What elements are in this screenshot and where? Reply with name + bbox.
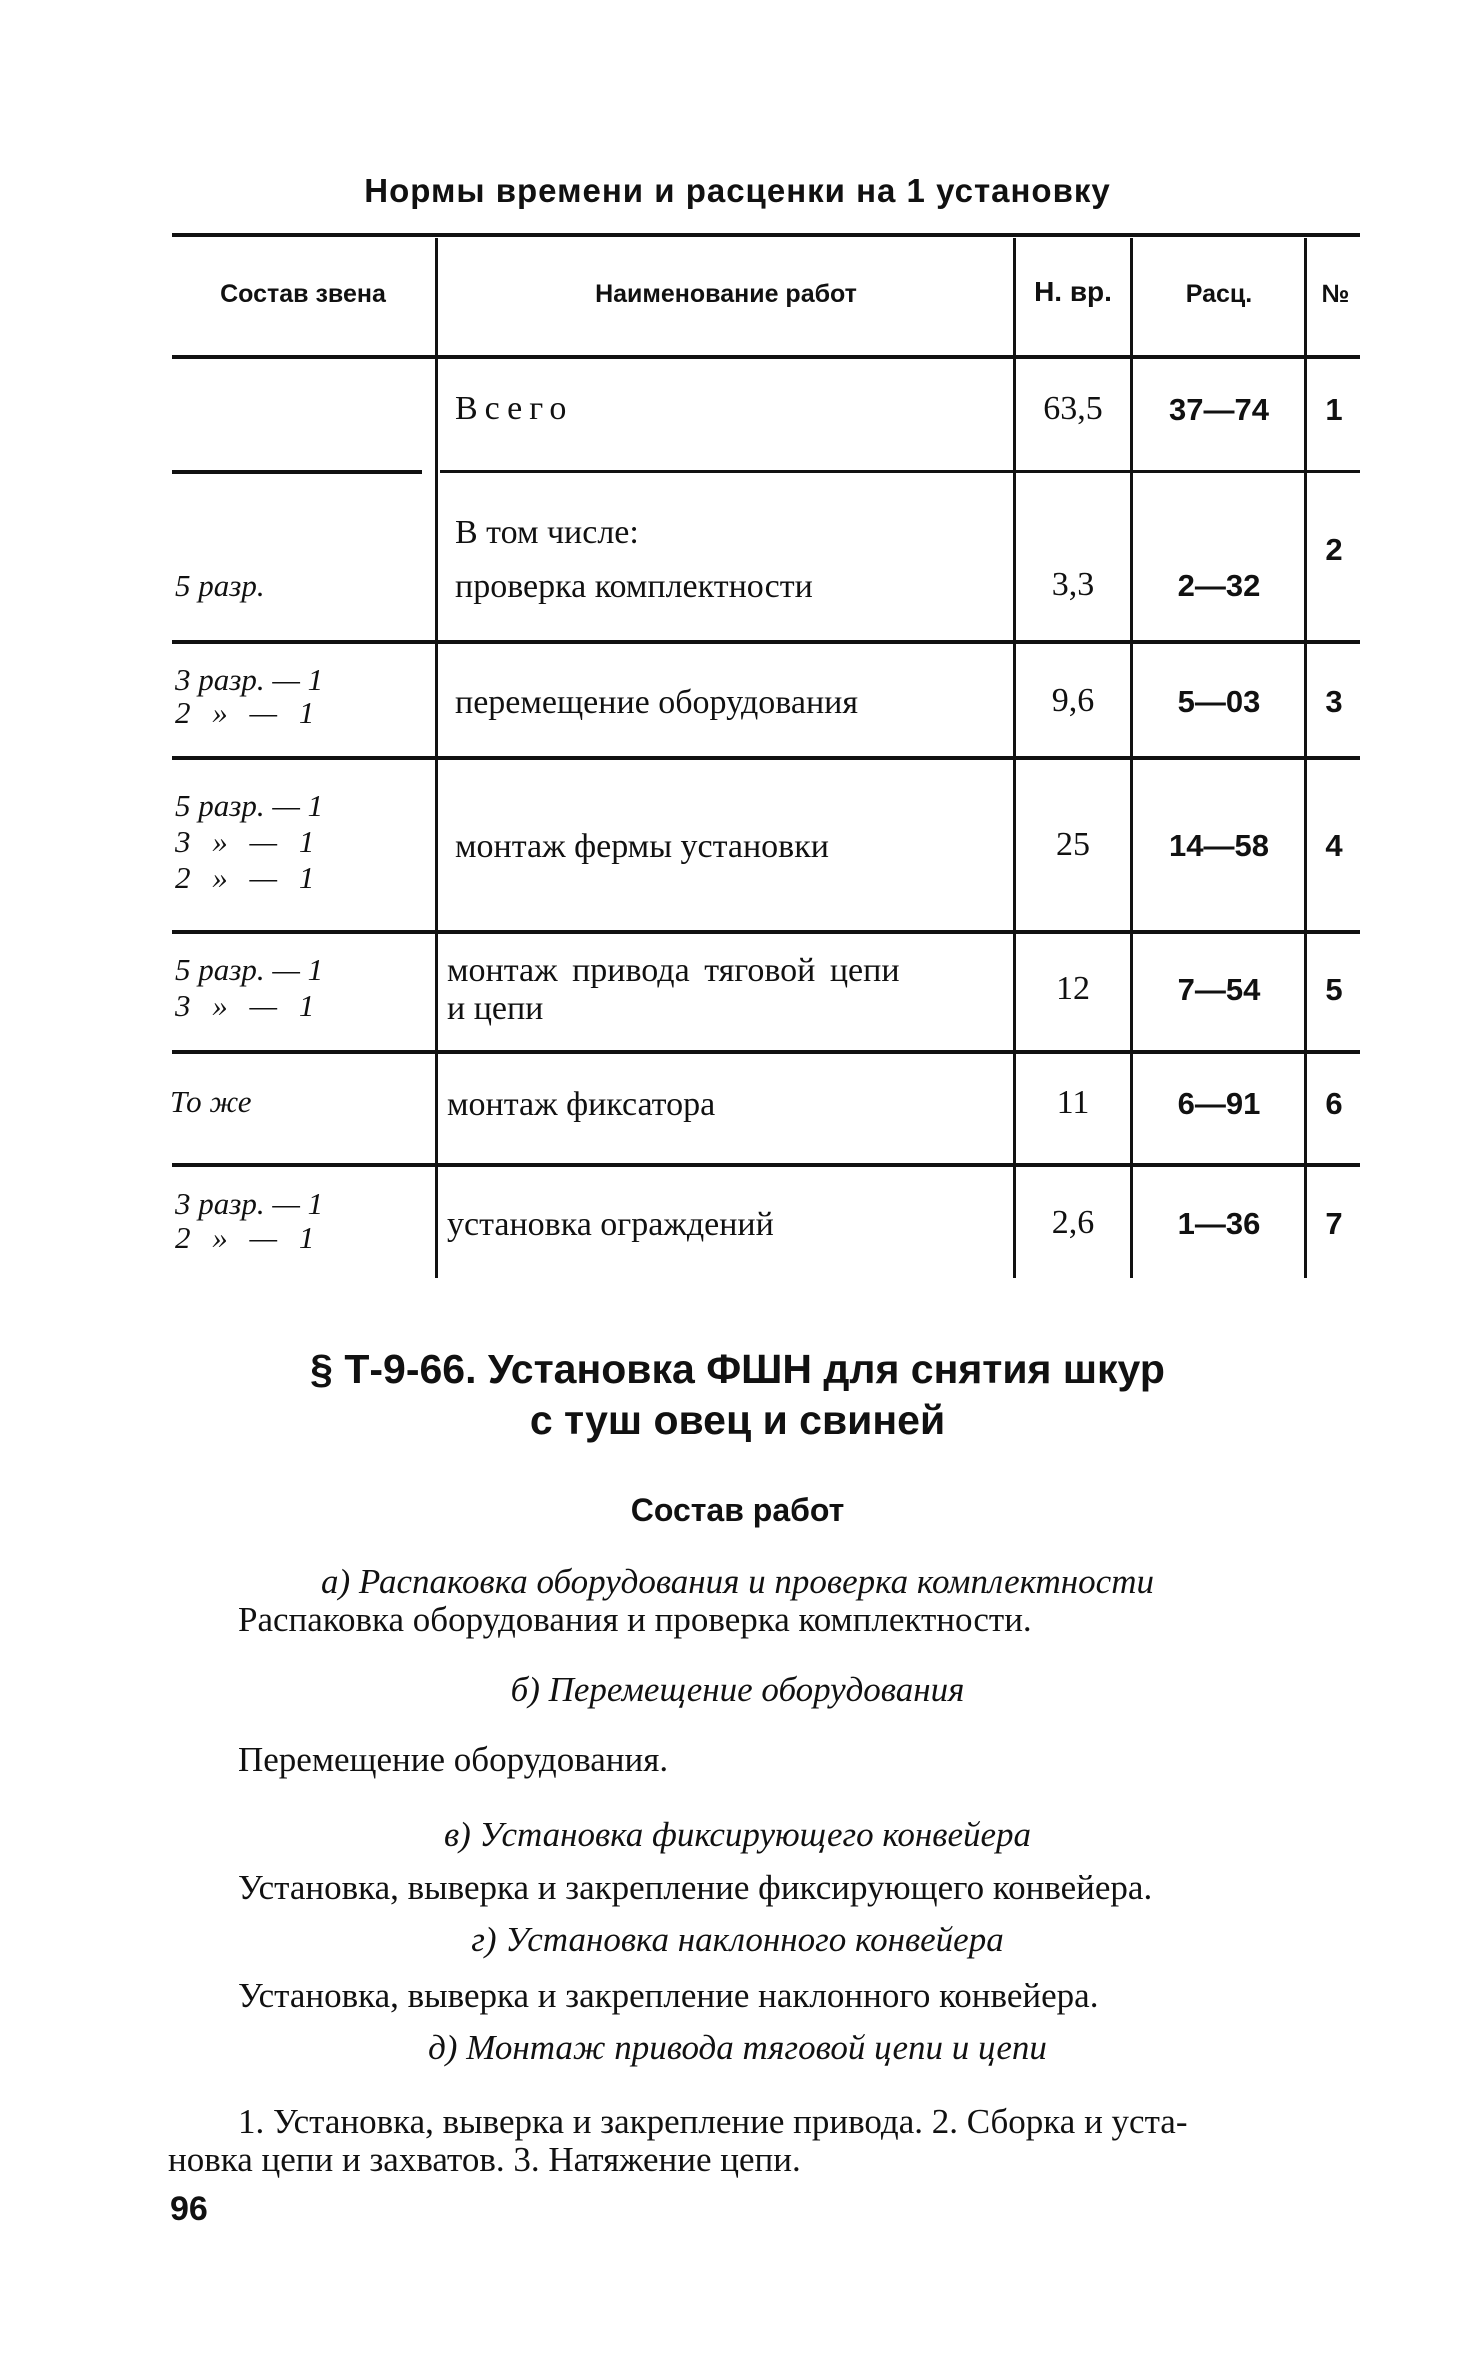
table-row: 3 разр. — 1 bbox=[175, 1186, 324, 1221]
section-title-line1: § Т-9-66. Установка ФШН для снятия шкур bbox=[310, 1346, 1165, 1392]
section-title-line2: с туш овец и свиней bbox=[529, 1397, 946, 1444]
text-g: Установка, выверка и закрепление наклонного конвейера. bbox=[238, 1976, 1099, 2015]
table-row: Всего bbox=[455, 390, 574, 427]
text-b: Перемещение оборудования. bbox=[238, 1740, 669, 1779]
header-crew: Состав звена bbox=[220, 280, 386, 308]
header-time: Н. вр. bbox=[1034, 276, 1112, 307]
composition-heading: Состав работ bbox=[630, 1492, 845, 1528]
table-row: 3 разр. — 1 bbox=[175, 662, 324, 697]
text-a: Распаковка оборудования и проверка комплектности. bbox=[238, 1600, 1032, 1639]
page-number: 96 bbox=[170, 2190, 208, 2228]
header-work: Наименование работ bbox=[595, 280, 857, 308]
table-title: Нормы времени и расценки на 1 установку bbox=[364, 172, 1111, 209]
subheading-v: в) Установка фиксирующего конвейера bbox=[443, 1815, 1032, 1854]
subheading-a: а) Распаковка оборудования и проверка комплектности bbox=[321, 1562, 1154, 1601]
table-row: То же bbox=[170, 1084, 252, 1119]
header-rate: Расц. bbox=[1185, 280, 1253, 308]
table-row: 5 разр. — 1 bbox=[175, 952, 324, 987]
subheading-d: д) Монтаж привода тяговой цепи и цепи bbox=[428, 2028, 1047, 2067]
table-top-rule bbox=[172, 233, 1360, 237]
text-d-line2: новка цепи и захватов. 3. Натяжение цепи. bbox=[168, 2140, 801, 2179]
section-title bbox=[0, 1344, 1475, 1447]
table-row: 5 разр. — 1 bbox=[175, 788, 324, 823]
table-row: 5 разр. bbox=[175, 568, 265, 603]
subheading-g: г) Установка наклонного конвейера bbox=[471, 1920, 1004, 1959]
header-no: № bbox=[1321, 280, 1350, 308]
text-v: Установка, выверка и закрепление фиксирующего конвейера. bbox=[238, 1868, 1153, 1907]
text-d-line1: 1. Установка, выверка и закрепление привода. 2. Сборка и уста- bbox=[238, 2102, 1188, 2141]
table-header-rule bbox=[172, 355, 1360, 359]
subheading-b: б) Перемещение оборудования bbox=[510, 1670, 965, 1709]
